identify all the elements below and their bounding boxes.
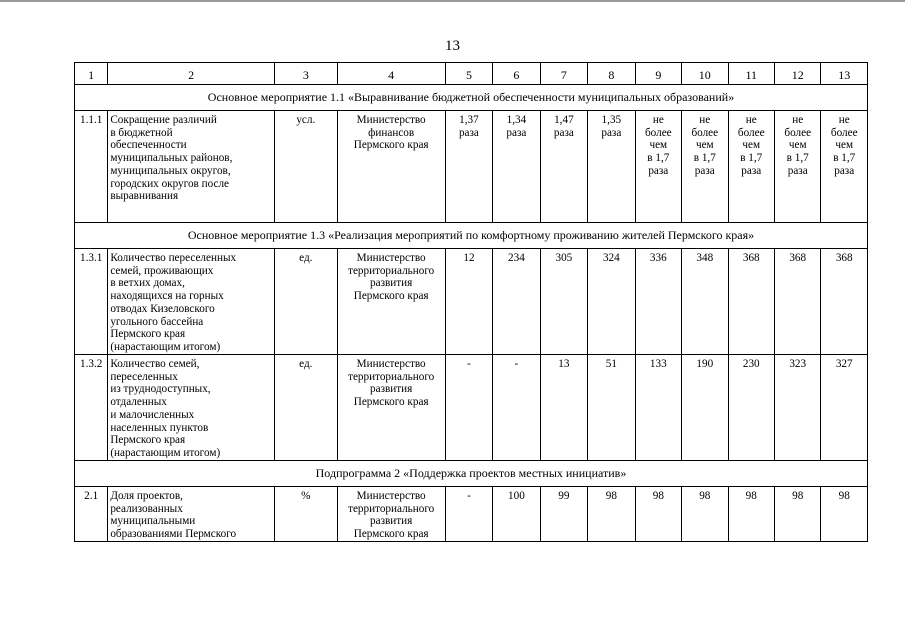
value-cell: не более чем в 1,7 раза (728, 111, 774, 223)
value-cell: не более чем в 1,7 раза (635, 111, 681, 223)
col-header: 1 (75, 63, 108, 85)
table-row (75, 111, 868, 223)
table-row (75, 487, 868, 542)
unit-cell: усл. (275, 111, 338, 223)
value-cell: 51 (588, 355, 635, 461)
value-cell: - (493, 355, 540, 461)
col-header: 8 (588, 63, 635, 85)
value-cell: не более чем в 1,7 раза (682, 111, 728, 223)
section-title: Основное мероприятие 1.3 «Реализация мероприятий по комфортному проживанию жителей Пермского края» (75, 223, 868, 249)
unit-cell: % (275, 487, 338, 542)
value-cell: 336 (635, 249, 681, 355)
value-cell: 323 (774, 355, 820, 461)
col-header: 2 (108, 63, 275, 85)
unit-cell: ед. (275, 249, 338, 355)
section-title: Основное мероприятие 1.1 «Выравнивание бюджетной обеспеченности муниципальных образований» (75, 85, 868, 111)
col-header: 13 (821, 63, 868, 85)
section-row (75, 85, 868, 111)
value-cell: 327 (821, 355, 868, 461)
value-cell: 133 (635, 355, 681, 461)
value-cell: 100 (493, 487, 540, 542)
value-cell: 1,37 раза (445, 111, 492, 223)
table-row (75, 355, 868, 461)
value-cell: 1,34 раза (493, 111, 540, 223)
indicator-name: Доля проектов, реализованных муниципальными образованиями Пермского (108, 487, 275, 542)
organization-cell: Министерство территориального развития Пермского края (337, 487, 445, 542)
indicator-name: Количество семей, переселенных из труднодоступных, отдаленных и малочисленных населенных пунктов Пермского края (нарастающим итогом) (108, 355, 275, 461)
col-header: 7 (540, 63, 587, 85)
column-number-row (75, 63, 868, 85)
value-cell: не более чем в 1,7 раза (821, 111, 868, 223)
col-header: 5 (445, 63, 492, 85)
col-header: 11 (728, 63, 774, 85)
value-cell: 305 (540, 249, 587, 355)
value-cell: 368 (774, 249, 820, 355)
indicator-name: Сокращение различий в бюджетной обеспеченности муниципальных районов, муниципальных округов, городских округов после выравнивания (108, 111, 275, 223)
scan-top-edge (0, 0, 905, 2)
value-cell: 368 (728, 249, 774, 355)
value-cell: 98 (774, 487, 820, 542)
row-number: 2.1 (75, 487, 108, 542)
value-cell: 98 (682, 487, 728, 542)
value-cell: 234 (493, 249, 540, 355)
organization-cell: Министерство территориального развития Пермского края (337, 249, 445, 355)
col-header: 4 (337, 63, 445, 85)
page-number: 13 (445, 38, 460, 54)
value-cell: 1,47 раза (540, 111, 587, 223)
value-cell: 13 (540, 355, 587, 461)
value-cell: не более чем в 1,7 раза (774, 111, 820, 223)
table-row (75, 249, 868, 355)
row-number: 1.3.1 (75, 249, 108, 355)
value-cell: 99 (540, 487, 587, 542)
row-number: 1.1.1 (75, 111, 108, 223)
indicator-name: Количество переселенных семей, проживающих в ветхих домах, находящихся на горных отводах Кизеловского угольного бассейна Пермского края (нарастающим итогом) (108, 249, 275, 355)
value-cell: 368 (821, 249, 868, 355)
section-row (75, 223, 868, 249)
value-cell: 98 (821, 487, 868, 542)
value-cell: 1,35 раза (588, 111, 635, 223)
section-row (75, 461, 868, 487)
value-cell: 98 (635, 487, 681, 542)
col-header: 12 (774, 63, 820, 85)
section-title: Подпрограмма 2 «Поддержка проектов местных инициатив» (75, 461, 868, 487)
organization-cell: Министерство финансов Пермского края (337, 111, 445, 223)
value-cell: 230 (728, 355, 774, 461)
value-cell: 190 (682, 355, 728, 461)
indicators-table (74, 62, 868, 542)
value-cell: 324 (588, 249, 635, 355)
value-cell: 12 (445, 249, 492, 355)
unit-cell: ед. (275, 355, 338, 461)
col-header: 10 (682, 63, 728, 85)
value-cell: - (445, 355, 492, 461)
col-header: 3 (275, 63, 338, 85)
col-header: 9 (635, 63, 681, 85)
organization-cell: Министерство территориального развития Пермского края (337, 355, 445, 461)
col-header: 6 (493, 63, 540, 85)
value-cell: 98 (588, 487, 635, 542)
row-number: 1.3.2 (75, 355, 108, 461)
value-cell: 348 (682, 249, 728, 355)
value-cell: 98 (728, 487, 774, 542)
value-cell: - (445, 487, 492, 542)
